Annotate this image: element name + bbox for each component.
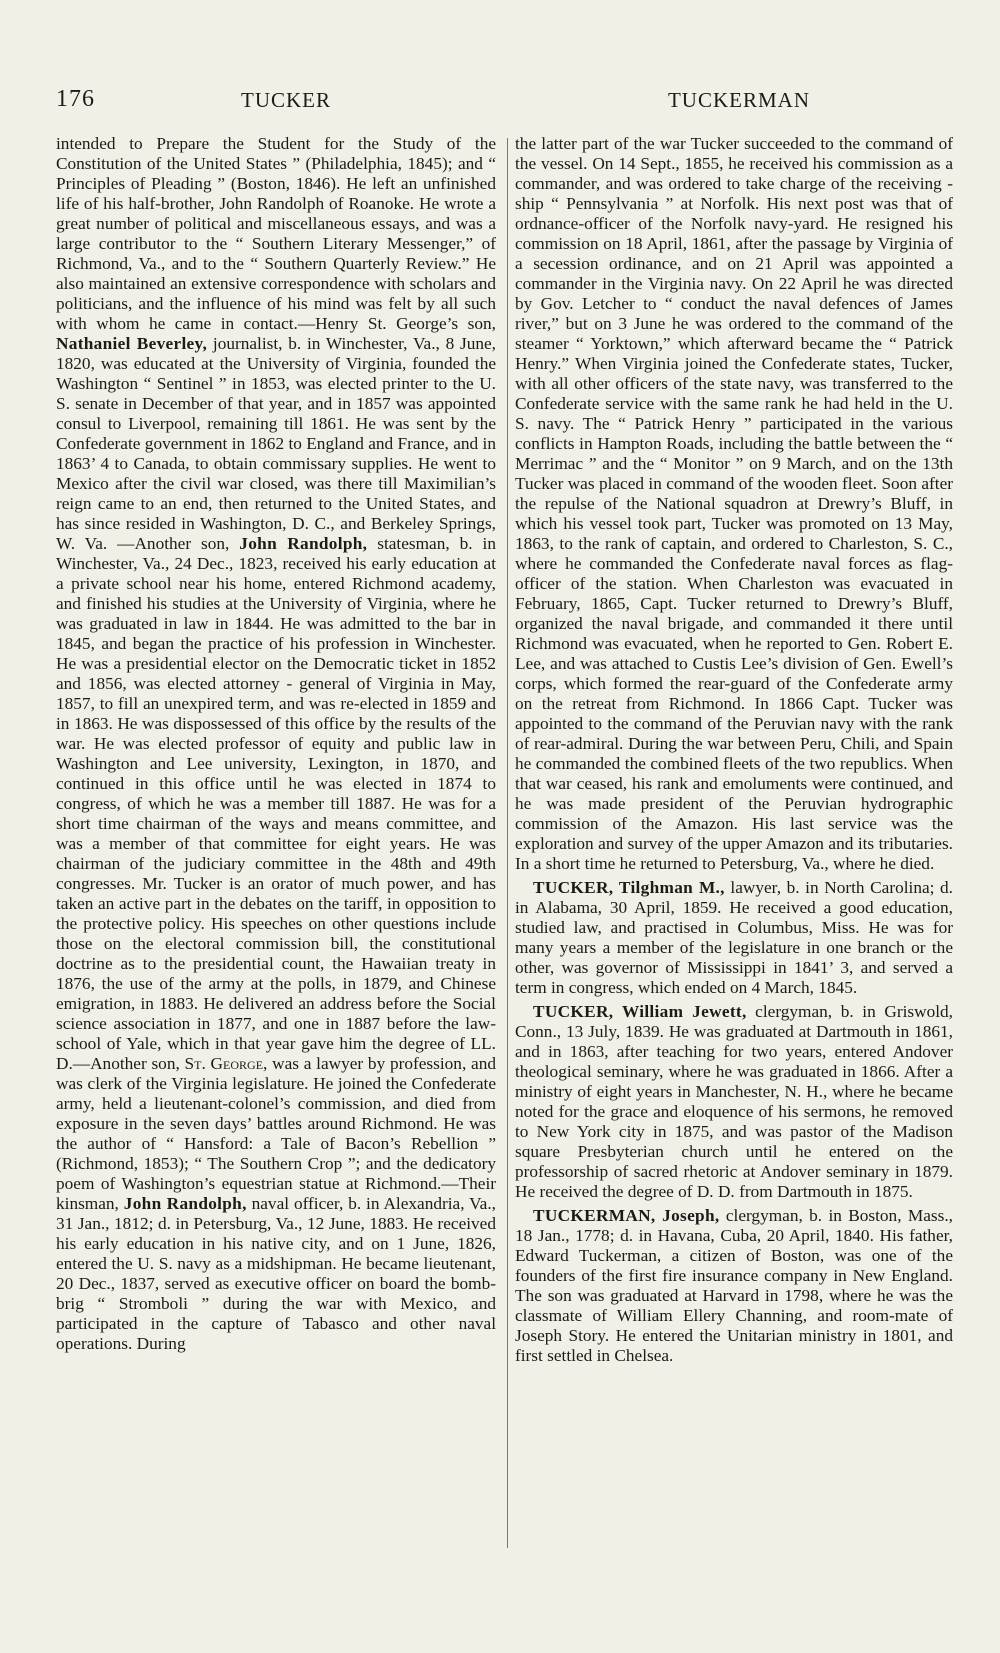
- entry-tilghman-tucker: [515, 878, 953, 998]
- entry-joseph-tuckerman: [515, 1206, 953, 1366]
- entry-name-joseph: TUCKERMAN, Joseph,: [533, 1206, 720, 1225]
- right-running-head: TUCKERMAN: [667, 88, 810, 112]
- body-text: naval officer, b. in Alexandria, Va., 31 Jan., 1812; d. in Petersburg, Va., 12 June, 1883. He received his early education in his native city, and on 1 June, 1826, entered the U. S. navy as a midshipman. He became lieutenant, 20 Dec., 1837, served as executive officer on board the bomb-brig “ Stromboli ” during the war with Mexico, and participated in the capture of Tabasco and other naval operations. During: [56, 1194, 496, 1353]
- body-text: clergyman, b. in Griswold, Conn., 13 July, 1839. He was graduated at Dartmouth in 1861, and in 1863, after teaching for two years, entered Andover theological seminary, where he was graduated in 1866. After a ministry of eight years in Manchester, N. H., where he became noted for the grace and eloquence of his sermons, he removed to New York city in 1875, and was pastor of the Madison square Presbyterian church until he entered on the professorship of sacred rhetoric at Andover seminary in 1879. He received the degree of D. D. from Dartmouth in 1875.: [515, 1002, 953, 1201]
- entry-william-jewett-tucker: [515, 1002, 953, 1202]
- entry-name-nathaniel-beverley: Nathaniel Beverley,: [56, 334, 208, 353]
- tucker-family-paragraph: [56, 134, 496, 1354]
- column-rule: [507, 138, 508, 1548]
- running-header: [56, 86, 810, 116]
- right-column: [515, 134, 953, 1366]
- body-text: journalist, b. in Winchester, Va., 8 June, 1820, was educated at the University of Virginia, founded the Washington “ Sentinel ” in 1853, was elected printer to the U. S. senate in December of that year, and in 1857 was appointed consul to Liverpool, remaining till 1861. He was sent by the Confederate government in 1862 to England and France, and in 1863’ 4 to Canada, to obtain commissary supplies. He went to Mexico after the civil war closed, was there till Maximilian’s reign came to an end, then returned to the United States, and has since resided in Washington, D. C., and Berkeley Springs, W. Va. —Another son,: [56, 334, 496, 553]
- entry-name-st-george: St. George,: [184, 1054, 268, 1073]
- continuation-paragraph: the latter part of the war Tucker succeeded to the command of the vessel. On 14 Sept., 1855, he received his commission as a commander, and was ordered to take charge of the receiving - ship “ Pennsylvania ” at Norfolk. His next post was that of ordnance-officer of the Norfolk navy-yard. He resigned his commission on 18 April, 1861, after the passage by Virginia of a secession ordinance, and on 21 April was appointed a commander in the Virginia navy. On 22 April he was directed by Gov. Letcher to “ conduct the naval defences of James river,” but on 3 June he was ordered to the command of the steamer “ Yorktown,” which afterward became the “ Patrick Henry.” When Virginia joined the Confederate states, Tucker, with all other officers of the state navy, was transferred to the Confederate service with the same rank he had held in the U. S. navy. The “ Patrick Henry ” participated in the various conflicts in Hampton Roads, including the battle between the “ Merrimac ” and the “ Monitor ” on 9 March, and on the 13th Tucker was placed in command of the wooden fleet. Soon after the repulse of the National squadron at Drewry’s Bluff, in which his vessel took part, Tucker was promoted on 13 May, 1863, to the rank of captain, and ordered to Charleston, S. C., where he commanded the Confederate naval forces as flag-officer of the station. When Charleston was evacuated in February, 1865, Capt. Tucker returned to Drewry’s Bluff, organized the naval brigade, and commanded it there until Richmond was evacuated, when he reported to Gen. Robert E. Lee, and was attached to Custis Lee’s division of Gen. Ewell’s corps, which formed the rear-guard of the Confederate army on the retreat from Richmond. In 1866 Capt. Tucker was appointed to the command of the Peruvian navy with the rank of rear-admiral. During the war between Peru, Chili, and Spain he commanded the combined fleets of the two republics. When that war ceased, his rank and emoluments were continued, and he was made president of the Peruvian hydrographic commission of the Amazon. His last service was the exploration and survey of the upper Amazon and its tributaries. In a short time he returned to Petersburg, Va., where he died.: [515, 134, 953, 873]
- entry-name-tilghman: TUCKER, Tilghman M.,: [533, 878, 725, 897]
- body-text: intended to Prepare the Student for the Study of the Constitution of the United States ” (Philadelphia, 1845); and “ Principles of Pleading ” (Boston, 1846). He left an unfinished life of his half-brother, John Randolph of Roanoke. He wrote a great number of political and miscellaneous essays, and was a large contributor to the “ Southern Literary Messenger,” of Richmond, Va., and to the “ Southern Quarterly Review.” He also maintained an extensive correspondence with scholars and politicians, and the influence of his mind was felt by all such with whom he came in contact.—Henry St. George’s son,: [56, 134, 496, 333]
- left-running-head: TUCKER: [241, 88, 331, 112]
- body-text: clergyman, b. in Boston, Mass., 18 Jan., 1778; d. in Havana, Cuba, 20 April, 1840. His father, Edward Tuckerman, a citizen of Boston, was one of the founders of the first fire insurance company in New England. The son was graduated at Harvard in 1798, where he was the classmate of William Ellery Channing, and room-mate of Joseph Story. He entered the Unitarian ministry in 1801, and first settled in Chelsea.: [515, 1206, 953, 1365]
- entry-name-john-randolph: John Randolph,: [239, 534, 368, 553]
- left-column: [56, 134, 496, 1354]
- entry-name-william-jewett: TUCKER, William Jewett,: [533, 1002, 747, 1021]
- body-text: lawyer, b. in North Carolina; d. in Alabama, 30 April, 1859. He received a good education, studied law, and practised in Columbus, Miss. He was for many years a member of the legislature in one branch or the other, was governor of Mississippi in 1841’ 3, and served a term in congress, which ended on 4 March, 1845.: [515, 878, 953, 997]
- entry-name-john-randolph-naval: John Randolph,: [123, 1194, 247, 1213]
- body-text: statesman, b. in Winchester, Va., 24 Dec., 1823, received his early education at a private school near his home, entered Richmond academy, and finished his studies at the University of Virginia, where he was graduated in law in 1844. He was admitted to the bar in 1845, and began the practice of his profession in Winchester. He was a presidential elector on the Democratic ticket in 1852 and 1856, was elected attorney - general of Virginia in May, 1857, to fill an unexpired term, and was re-elected in 1859 and in 1863. He was dispossessed of this office by the results of the war. He was elected professor of equity and public law in Washington and Lee university, Lexington, in 1870, and continued in this office until he was elected in 1874 to congress, of which he was a member till 1887. He was for a short time chairman of the ways and means committee, and was a member of that committee for eight years. He was chairman of the judiciary committee in the 48th and 49th congresses. Mr. Tucker is an orator of much power, and has taken an active part in the debates on the tariff, in opposition to the protective policy. His speeches on other questions include those on the electoral commission bill, the constitutional doctrine as to the presidential count, the Hawaiian treaty in 1876, the use of the army at the polls, in 1879, and Chinese emigration, in 1883. He delivered an address before the Social science association in 1877, and one in 1887 before the law-school of Yale, which in that year gave him the degree of LL. D.—Another son,: [56, 534, 496, 1073]
- body-text: was a lawyer by profession, and was clerk of the Virginia legislature. He joined the Confederate army, held a lieutenant-colonel’s commission, and died from exposure in the seven days’ battles around Richmond. He was the author of “ Hansford: a Tale of Bacon’s Rebellion ” (Richmond, 1853); “ The Southern Crop ”; and the dedicatory poem of Washington’s equestrian statue at Richmond.—Their kinsman,: [56, 1054, 496, 1213]
- page-number: 176: [56, 86, 95, 112]
